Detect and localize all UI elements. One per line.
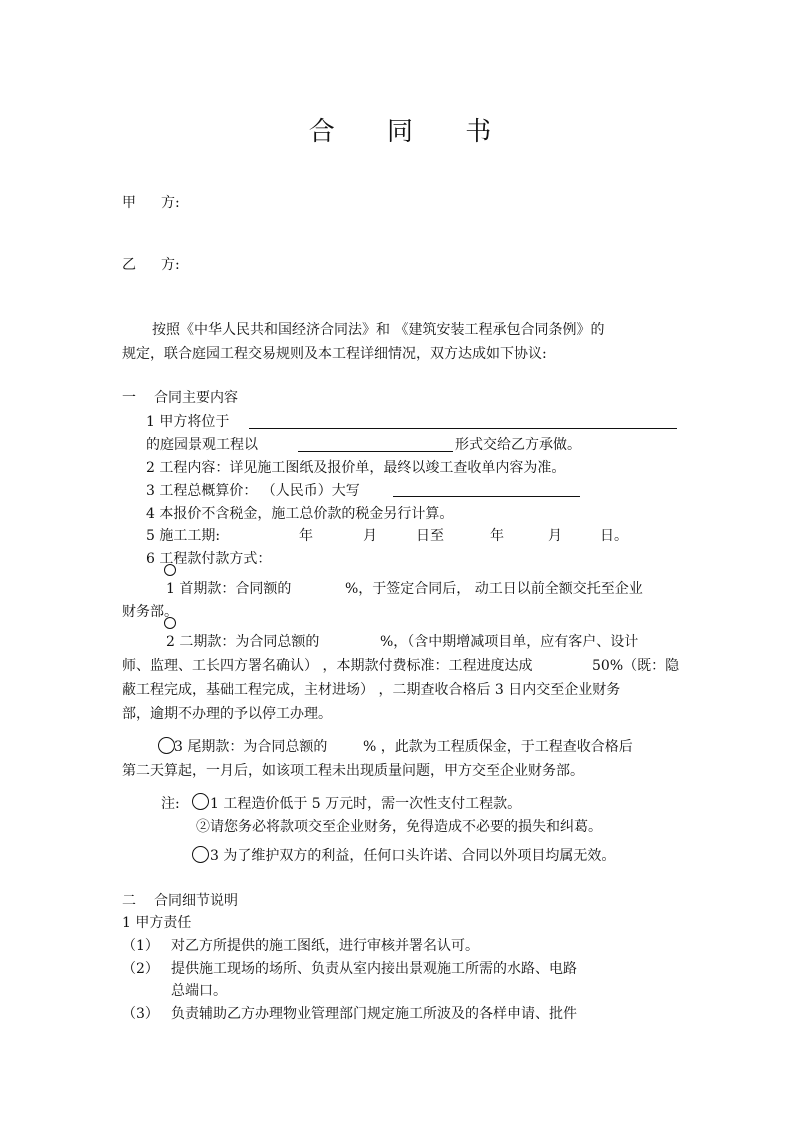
item-4: 4 本报价不含税金，施工总价款的税金另行计算。: [146, 506, 454, 522]
item-5-month-1: 月: [363, 528, 377, 544]
intro-line-1: 按照《中华人民共和国经济合同法》和 《建筑安装工程承包合同条例》的: [152, 322, 605, 338]
section-2-title: 合同细节说明: [154, 893, 238, 909]
item-5-label: 5 施工工期:: [146, 528, 221, 544]
amount-blank: [393, 496, 580, 497]
item-3: 3 工程总概算价： （人民币）大写: [146, 483, 360, 499]
item-5-day-1: 日至: [416, 528, 444, 544]
pay-1-b: %，于签定合同后， 动工日以前全额交托至企业: [345, 581, 643, 597]
party-b-char: 乙: [122, 257, 136, 273]
pay-3-b: % ，此款为工程质保金，于工程查收合格后: [363, 739, 633, 755]
item-2: 2 工程内容：详见施工图纸及报价单，最终以竣工查收单内容为准。: [146, 460, 566, 476]
pay-3-a: 3 尾期款：为合同总额的: [174, 739, 328, 755]
item-1-tail: 形式交给乙方承做。: [455, 437, 581, 453]
duty-3-number: （3）: [122, 1006, 159, 1022]
item-1-text: 的庭园景观工程以: [146, 437, 258, 453]
item-1-label: 1 甲方将位于: [146, 414, 230, 430]
document-title: 合 同 书: [308, 117, 514, 147]
section-1-title: 合同主要内容: [154, 390, 238, 406]
location-blank: [249, 428, 677, 429]
sub-section-1: 1 甲方责任: [122, 915, 192, 931]
party-a-char: 甲: [122, 195, 136, 211]
item-5-year-1: 年: [299, 528, 313, 544]
circle-mark-icon: [192, 793, 209, 810]
pay-1-a: 1 首期款：合同额的: [166, 581, 292, 597]
item-5-year-2: 年: [490, 528, 504, 544]
item-6: 6 工程款付款方式：: [146, 551, 272, 567]
pay-2-b: %，（含中期增减项目单，应有客户、设计: [380, 634, 639, 650]
party-a-label: 方:: [161, 195, 180, 211]
pay-2-a: 2 二期款：为合同总额的: [166, 634, 320, 650]
section-2-number: 二: [122, 893, 136, 909]
pay-2-c: 师、监理、工长四方署名确认） ，本期款付费标准：工程进度达成: [122, 658, 533, 674]
pay-1-c: 财务部。: [122, 604, 178, 620]
duty-2-cont: 总端口。: [171, 983, 227, 999]
item-5-day-2: 日。: [600, 528, 628, 544]
duty-1-number: （1）: [122, 938, 159, 954]
note-3: 3 为了维护双方的利益，任何口头许诺、合同以外项目均属无效。: [210, 848, 616, 864]
duty-1-text: 对乙方所提供的施工图纸，进行审核并署名认可。: [171, 938, 479, 954]
circle-mark-icon: [164, 564, 176, 576]
pay-2-e: 蔽工程完成，基础工程完成，主材进场） ，二期查收合格后 3 日内交至企业财务: [122, 682, 621, 698]
circle-mark-icon: [158, 737, 175, 754]
duty-3-text: 负责辅助乙方办理物业管理部门规定施工所波及的各样申请、批件: [171, 1006, 577, 1022]
form-blank: [298, 451, 453, 452]
duty-2-number: （2）: [122, 961, 159, 977]
circle-mark-icon: [164, 617, 176, 629]
pay-2-d: 50%（既：隐: [592, 658, 680, 674]
section-1-number: 一: [122, 390, 136, 406]
note-label: 注:: [161, 796, 180, 812]
duty-2-text: 提供施工现场的场所、负责从室内接出景观施工所需的水路、电路: [171, 961, 577, 977]
pay-3-c: 第二天算起，一月后，如该项工程未出现质量问题，甲方交至企业财务部。: [122, 763, 584, 779]
note-1: 1 工程造价低于 5 万元时，需一次性支付工程款。: [210, 796, 522, 812]
intro-line-2: 规定，联合庭园工程交易规则及本工程详细情况，双方达成如下协议:: [122, 346, 547, 362]
party-b-label: 方:: [161, 257, 180, 273]
circle-mark-icon: [192, 846, 209, 863]
item-5-month-2: 月: [548, 528, 562, 544]
note-2: ②请您务必将款项交至企业财务，免得造成不必要的损失和纠葛。: [196, 819, 602, 835]
pay-2-f: 部，逾期不办理的予以停工办理。: [122, 706, 332, 722]
